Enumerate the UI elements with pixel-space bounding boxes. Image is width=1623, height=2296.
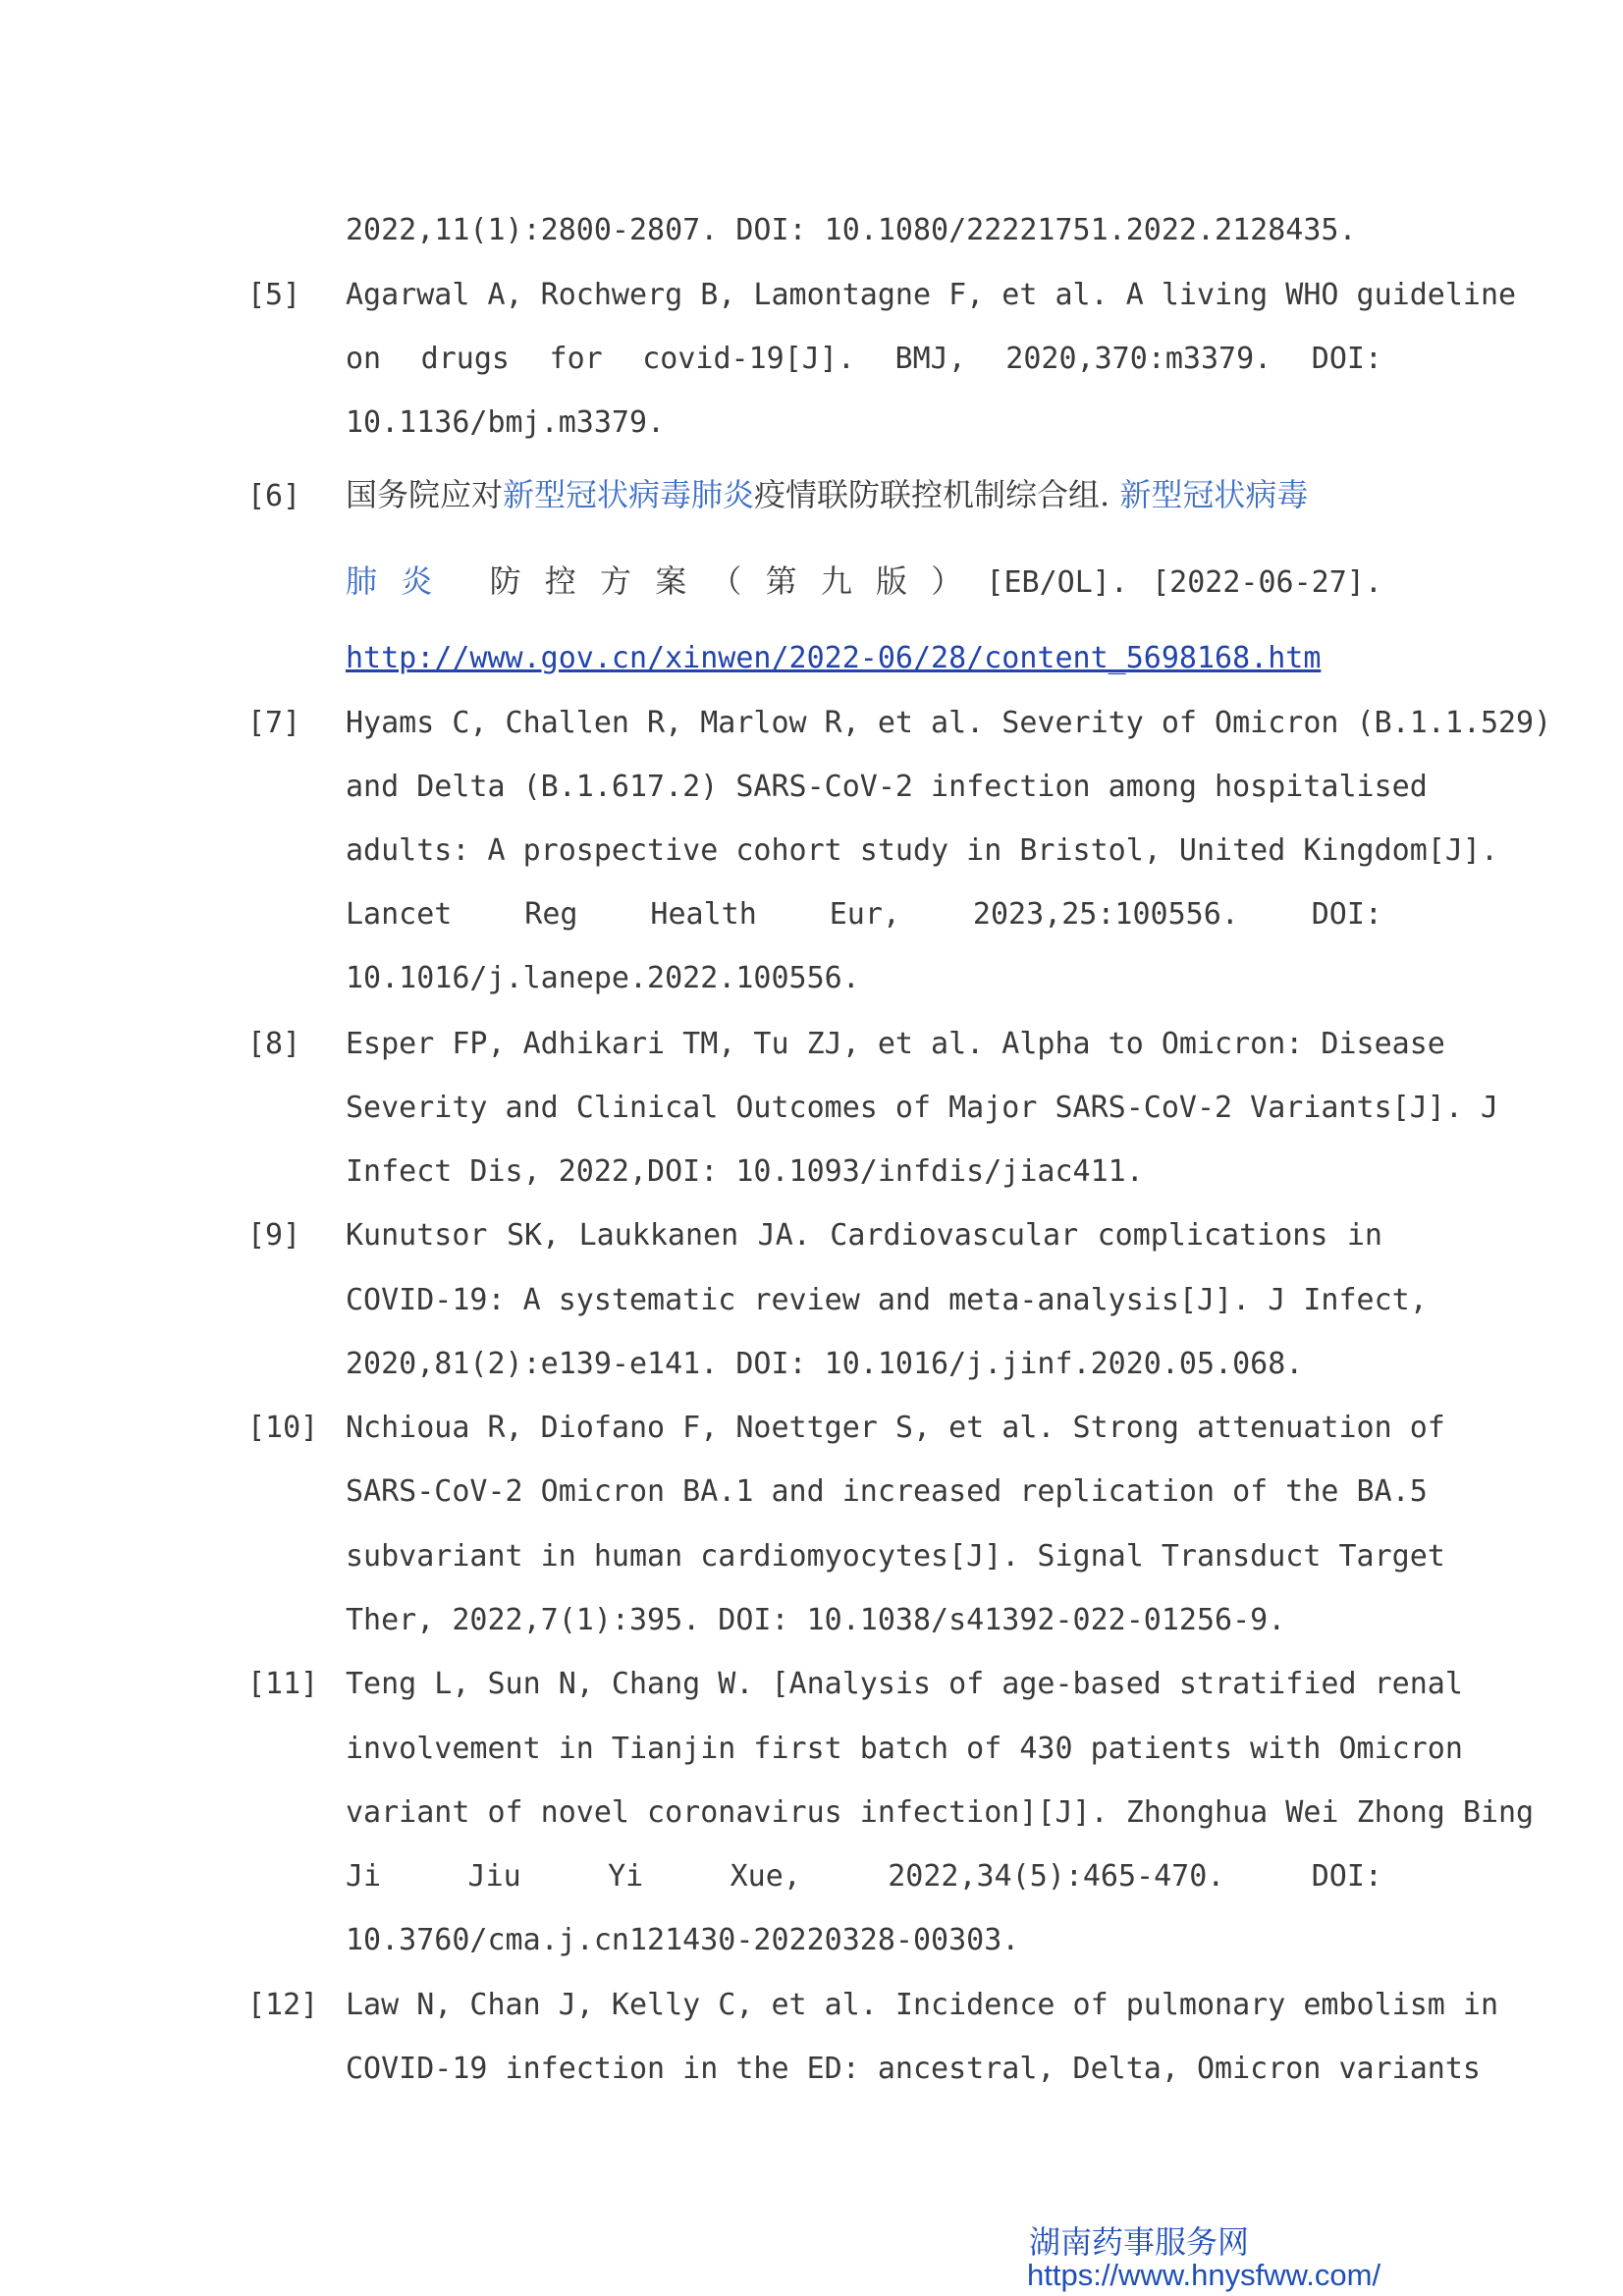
reference-line: Teng L, Sun N, Chang W. [Analysis of age-based stratified renal (346, 1667, 1463, 1701)
reference-line-cn (346, 477, 1382, 512)
reference-line: subvariant in human cardiomyocytes[J]. Signal Transduct Target (346, 1539, 1445, 1574)
watermark-site-url[interactable]: https://www.hnysfww.com/ (1027, 2258, 1381, 2292)
reference-line: Ji Jiu Yi Xue, 2022,34(5):465-470. DOI: (346, 1859, 1382, 1894)
org-text: 国务院应对 (346, 476, 504, 513)
reference-line: Nchioua R, Diofano F, Noettger S, et al. Strong attenuation of (346, 1411, 1445, 1445)
reference-line: Hyams C, Challen R, Marlow R, et al. Severity of Omicron (B.1.1.529) (346, 706, 1552, 740)
keyword-link[interactable]: 炎 (401, 562, 433, 600)
reference-line: Infect Dis, 2022,DOI: 10.1093/infdis/jiac411. (346, 1154, 1144, 1189)
reference-line: and Delta (B.1.617.2) SARS-CoV-2 infection among hospitalised (346, 770, 1428, 804)
reference-number: [12] (247, 1988, 319, 2022)
reference-line: 2022,11(1):2800-2807. DOI: 10.1080/22221751.2022.2128435. (346, 213, 1357, 247)
title-char: 防 (489, 562, 521, 600)
reference-line: Severity and Clinical Outcomes of Major SARS-CoV-2 Variants[J]. J (346, 1091, 1498, 1125)
title-char: （ (710, 562, 742, 600)
reference-line: 10.1136/bmj.m3379. (346, 405, 666, 440)
reference-line: COVID-19 infection in the ED: ancestral, Delta, Omicron variants (346, 2052, 1481, 2086)
reference-line: Agarwal A, Rochwerg B, Lamontagne F, et al. A living WHO guideline (346, 278, 1517, 312)
reference-number: [5] (247, 278, 301, 312)
reference-number: [6] (247, 479, 301, 513)
reference-url-link[interactable]: http://www.gov.cn/xinwen/2022-06/28/content_5698168.htm (346, 641, 1322, 675)
reference-number: [10] (247, 1411, 319, 1445)
title-char: 版 (876, 562, 908, 600)
reference-line: 10.3760/cma.j.cn121430-20220328-00303. (346, 1923, 1020, 1957)
reference-line: Lancet Reg Health Eur, 2023,25:100556. DOI: (346, 897, 1382, 932)
watermark-site-name: 湖南药事服务网 (1029, 2223, 1250, 2261)
title-char: 九 (820, 562, 852, 600)
reference-line: COVID-19: A systematic review and meta-analysis[J]. J Infect, (346, 1283, 1428, 1317)
reference-line: on drugs for covid-19[J]. BMJ, 2020,370:m3379. DOI: (346, 342, 1382, 376)
reference-line: Ther, 2022,7(1):395. DOI: 10.1038/s41392-022-01256-9. (346, 1603, 1286, 1637)
reference-line: Kunutsor SK, Laukkanen JA. Cardiovascular complications in (346, 1218, 1382, 1253)
reference-line: SARS-CoV-2 Omicron BA.1 and increased replication of the BA.5 (346, 1474, 1428, 1509)
reference-line: involvement in Tianjin first batch of 430 patients with Omicron (346, 1732, 1463, 1766)
reference-number: [9] (247, 1218, 301, 1253)
reference-number: [11] (247, 1667, 319, 1701)
keyword-link[interactable]: 新型冠状病毒肺炎 (503, 476, 755, 513)
keyword-link[interactable]: 新型冠状病毒 (1119, 476, 1309, 513)
title-char: 控 (544, 562, 576, 600)
title-char: 案 (655, 562, 687, 600)
title-char: 第 (765, 562, 797, 600)
reference-number: [7] (247, 706, 301, 740)
reference-number: [8] (247, 1027, 301, 1061)
reference-line: adults: A prospective cohort study in Bristol, United Kingdom[J]. (346, 833, 1498, 868)
org-text: 疫情联防联控机制综合组. (754, 476, 1120, 513)
reference-line: Law N, Chan J, Kelly C, et al. Incidence of pulmonary embolism in (346, 1988, 1498, 2022)
keyword-link[interactable]: 肺 (346, 562, 378, 600)
reference-type: [EB/OL]. (986, 565, 1128, 600)
reference-line: 2020,81(2):e139-e141. DOI: 10.1016/j.jinf.2020.05.068. (346, 1347, 1304, 1381)
reference-url-line (346, 641, 1382, 676)
title-char: 方 (600, 562, 632, 600)
reference-line: 10.1016/j.lanepe.2022.100556. (346, 961, 860, 995)
reference-line: variant of novel coronavirus infection][J]. Zhonghua Wei Zhong Bing (346, 1795, 1535, 1830)
title-char: ） (931, 562, 963, 600)
reference-date: [2022-06-27]. (1152, 565, 1382, 600)
reference-line: Esper FP, Adhikari TM, Tu ZJ, et al. Alpha to Omicron: Disease (346, 1027, 1445, 1061)
reference-line-cn (346, 563, 1382, 601)
